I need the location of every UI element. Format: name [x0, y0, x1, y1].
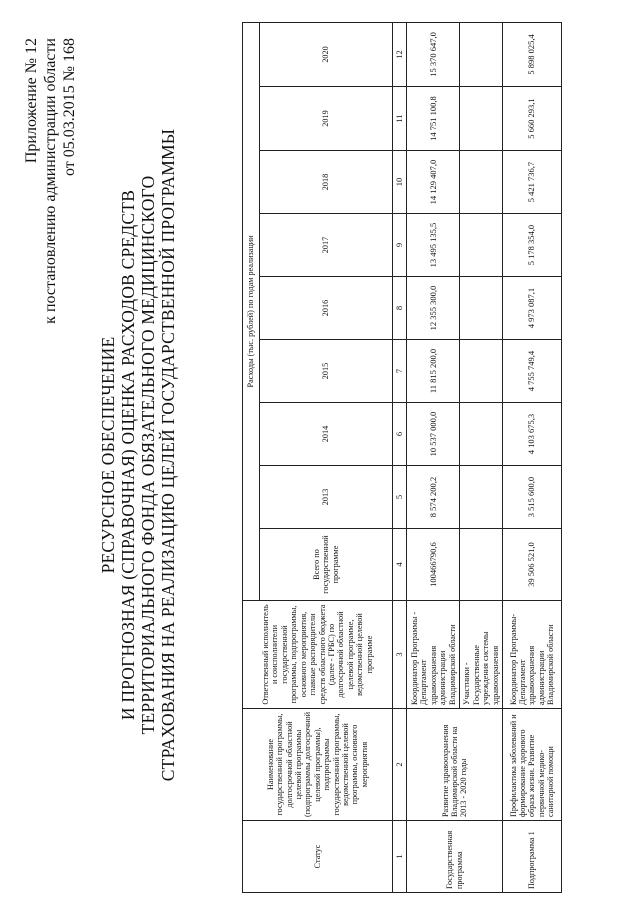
empty-cell	[460, 151, 503, 214]
header-year: 2017	[260, 214, 393, 277]
header-name: Наименование государственной программы, долгосрочной областной целевой программы (подпрограммы долгосрочной целевой программы), подпрограммы государственной программы, ведомственной целевой программы, основного мероприятия	[243, 709, 393, 821]
header-year: 2015	[260, 340, 393, 403]
appendix-number: Приложение № 12	[23, 38, 40, 164]
empty-cell	[460, 22, 503, 86]
column-number: 1	[393, 821, 407, 893]
row-executor-participants: Участники - Государственные учреждения системы здравоохранения	[460, 601, 503, 709]
header-year: 2013	[260, 466, 393, 529]
header-status: Статус	[243, 821, 393, 893]
row-year-value: 14 129 407,0	[407, 151, 460, 214]
row-year-value: 15 370 647,0	[407, 22, 460, 86]
header-year: 2016	[260, 277, 393, 340]
row-year-value: 8 574 200,2	[407, 466, 460, 529]
row-executor: Координатор Программы- Департамент здравоохранения администрации Владимирской области	[503, 601, 562, 709]
resource-table	[242, 22, 562, 893]
title-line-3: ТЕРРИТОРИАЛЬНОГО ФОНДА ОБЯЗАТЕЛЬНОГО МЕДИЦИНСКОГО	[138, 175, 158, 735]
row-year-value: 5 898 025,4	[503, 22, 562, 86]
row-total-value: 39 506 521,0	[503, 529, 562, 601]
column-number-row	[393, 22, 407, 892]
row-status: Подпрограмма 1	[503, 821, 562, 893]
appendix-note	[22, 38, 79, 398]
header-expenses-group: Расходы (тыс. рублей) по годам реализации	[243, 22, 260, 600]
column-number: 9	[393, 214, 407, 277]
row-year-value: 13 495 135,5	[407, 214, 460, 277]
appendix-reference: к постановлению администрации области	[42, 38, 59, 324]
header-year: 2018	[260, 151, 393, 214]
row-year-value: 11 815 200,0	[407, 340, 460, 403]
empty-cell	[460, 529, 503, 601]
column-number: 10	[393, 151, 407, 214]
document-title	[98, 105, 178, 805]
row-year-value: 3 515 600,0	[503, 466, 562, 529]
column-number: 12	[393, 22, 407, 86]
column-number: 8	[393, 277, 407, 340]
row-total-value: 100466790,6	[407, 529, 460, 601]
row-status: Государственная программа	[407, 821, 503, 893]
empty-cell	[460, 403, 503, 466]
empty-cell	[460, 340, 503, 403]
appendix-date: от 05.03.2015 № 168	[61, 38, 78, 177]
empty-cell	[460, 87, 503, 151]
row-year-value: 5 660 293,1	[503, 87, 562, 151]
row-year-value: 5 421 736,7	[503, 151, 562, 214]
row-year-value: 14 751 100,8	[407, 87, 460, 151]
row-year-value: 4 973 087,1	[503, 277, 562, 340]
table-row-subprogram	[503, 22, 562, 892]
empty-cell	[460, 214, 503, 277]
column-number: 4	[393, 529, 407, 601]
table-row-program	[407, 22, 460, 892]
empty-cell	[460, 277, 503, 340]
row-name: Профилактика заболеваний и формирование здорового образа жизни. Развитие первичной медико-санитарной помощи	[503, 709, 562, 821]
row-year-value: 10 537 000,0	[407, 403, 460, 466]
row-name: Развитие здравоохранения Владимирской области на 2013 - 2020 годы	[407, 709, 503, 821]
title-line-1: РЕСУРСНОЕ ОБЕСПЕЧЕНИЕ	[98, 336, 118, 574]
title-line-2: И ПРОГНОЗНАЯ (СПРАВОЧНАЯ) ОЦЕНКА РАСХОДОВ СРЕДСТВ	[118, 189, 138, 721]
row-year-value: 4 755 749,4	[503, 340, 562, 403]
column-number: 3	[393, 601, 407, 709]
column-number: 6	[393, 403, 407, 466]
row-year-value: 12 355 300,0	[407, 277, 460, 340]
header-row-1	[243, 22, 260, 892]
header-year: 2014	[260, 403, 393, 466]
row-executor: Координатор Программы - Департамент здравоохранения администрации Владимирской области	[407, 601, 460, 709]
row-year-value: 4 103 675,3	[503, 403, 562, 466]
header-executor: Ответственный исполнитель и соисполнители государственной программы, подпрограммы, основного мероприятия, главные распорядители средств областного бюджета (далее - ГРБС) по долгосрочной областной целевой программе, ведомственной целевой программе	[243, 601, 393, 709]
header-year: 2019	[260, 87, 393, 151]
row-year-value: 5 178 354,0	[503, 214, 562, 277]
column-number: 7	[393, 340, 407, 403]
column-number: 11	[393, 87, 407, 151]
column-number: 2	[393, 709, 407, 821]
header-year: 2020	[260, 22, 393, 86]
column-number: 5	[393, 466, 407, 529]
empty-cell	[460, 466, 503, 529]
title-line-4: СТРАХОВАНИЯ НА РЕАЛИЗАЦИЮ ЦЕЛЕЙ ГОСУДАРСТВЕННОЙ ПРОГРАММЫ	[158, 128, 178, 782]
header-total: Всего по государственной программе	[260, 529, 393, 601]
